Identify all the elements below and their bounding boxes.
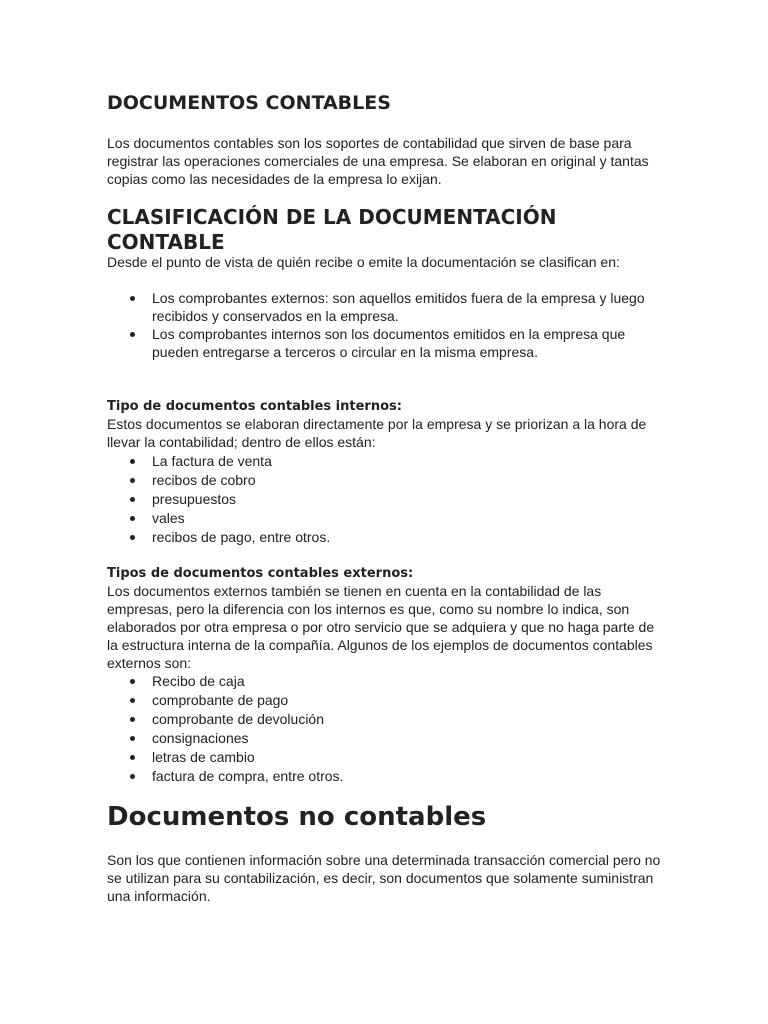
list-item-text: letras de cambio (152, 749, 255, 765)
list-item-text: recibos de pago, entre otros. (152, 529, 331, 545)
list-item (107, 691, 667, 710)
list-item (107, 767, 667, 786)
external-list (107, 672, 667, 786)
list-item (107, 325, 667, 361)
list-item-text: vales (152, 510, 185, 526)
external-paragraph: Los documentos externos también se tienen en cuenta en la contabilidad de las empresas, pero la diferencia con los internos es que, como su nombre lo indica, son elaborados por otra empresa o por otro servicio que se adquiera y que no haga parte de la estructura interna de la compañía. Algunos de los ejemplos de documentos contables externos son: (107, 583, 655, 671)
list-item-text: comprobante de pago (152, 692, 289, 708)
external-heading: Tipos de documentos contables externos: (107, 566, 414, 581)
list-item (107, 289, 667, 325)
classification-list (107, 289, 667, 361)
bullet-icon (130, 332, 135, 337)
list-item-text: factura de compra, entre otros. (152, 768, 344, 784)
list-item-text: consignaciones (152, 730, 249, 746)
list-item-text: comprobante de devolución (152, 711, 325, 727)
internal-heading: Tipo de documentos contables internos: (107, 399, 402, 414)
list-item-text: La factura de venta (152, 453, 272, 469)
bullet-icon (130, 535, 135, 540)
bullet-icon (130, 497, 135, 502)
list-item (107, 471, 667, 490)
list-item-text: Recibo de caja (152, 673, 245, 689)
classification-lead: Desde el punto de vista de quién recibe o emite la documentación se clasifican en: (107, 254, 620, 270)
classification-heading: CLASIFICACIÓN DE LA DOCUMENTACIÓN CONTABLE (107, 205, 557, 254)
page-title: DOCUMENTOS CONTABLES (107, 92, 391, 114)
list-item (107, 452, 667, 471)
list-item-text: recibos de cobro (152, 472, 256, 488)
list-item (107, 729, 667, 748)
internal-list (107, 452, 667, 547)
list-item (107, 528, 667, 547)
bullet-icon (130, 459, 135, 464)
bullet-icon (130, 516, 135, 521)
bullet-icon (130, 717, 135, 722)
non-accounting-heading: Documentos no contables (107, 802, 487, 832)
list-item (107, 672, 667, 691)
bullet-icon (130, 774, 135, 779)
bullet-icon (130, 478, 135, 483)
list-item-text: presupuestos (152, 491, 237, 507)
list-item (107, 509, 667, 528)
list-item (107, 490, 667, 509)
bullet-icon (130, 296, 135, 301)
list-item-text: Los comprobantes internos son los documentos emitidos en la empresa que pueden entregarse a terceros o circular en la misma empresa. (152, 326, 626, 360)
list-item (107, 748, 667, 767)
list-item (107, 710, 667, 729)
intro-paragraph: Los documentos contables son los soportes de contabilidad que sirven de base para registrar las operaciones comerciales de una empresa. Se elaboran en original y tantas copias como las necesidades de la empresa lo exijan. (107, 135, 649, 187)
bullet-icon (130, 736, 135, 741)
non-accounting-paragraph: Son los que contienen información sobre una determinada transacción comercial pero no se utilizan para su contabilización, es decir, son documentos que solamente suministran una información. (107, 852, 661, 904)
internal-paragraph: Estos documentos se elaboran directamente por la empresa y se priorizan a la hora de llevar la contabilidad; dentro de ellos están: (107, 416, 647, 450)
bullet-icon (130, 698, 135, 703)
bullet-icon (130, 679, 135, 684)
list-item-text: Los comprobantes externos: son aquellos emitidos fuera de la empresa y luego recibidos y conservados en la empresa. (152, 290, 645, 324)
bullet-icon (130, 755, 135, 760)
